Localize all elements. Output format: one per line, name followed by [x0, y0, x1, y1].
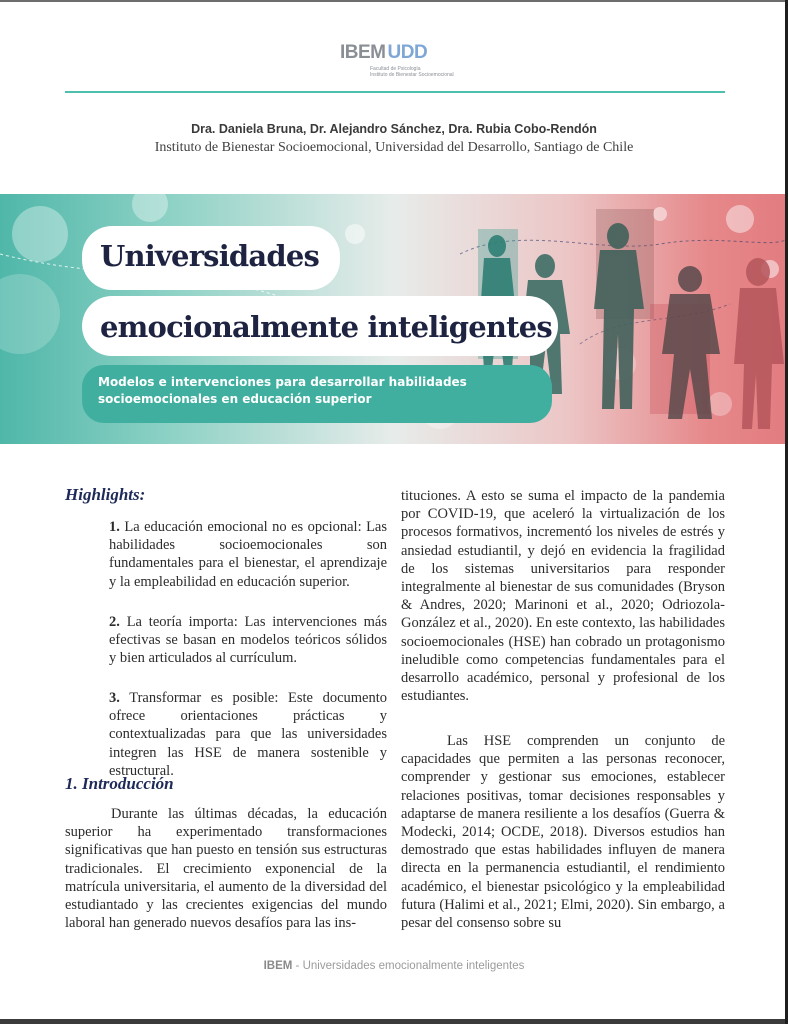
footer-text: - Universidades emocionalmente inteligentes	[292, 960, 525, 972]
document-title-line1: Universidades	[100, 239, 320, 273]
logo-ibem-text: IBEM	[340, 42, 386, 63]
logo-sub-line2: Instituto de Bienestar Socioemocional	[370, 72, 454, 78]
header-divider	[65, 91, 725, 93]
highlight-text: La teoría importa: Las intervenciones más efectivas se basan en modelos teóricos sólidos y bien articulados al currículum.	[109, 614, 387, 667]
document-title-line2: emocionalmente inteligentes	[100, 310, 552, 344]
highlight-item-2	[109, 613, 387, 668]
highlight-number: 3.	[109, 690, 120, 706]
logo-sub-line1: Facultad de Psicología	[370, 66, 421, 72]
document-subtitle: Modelos e intervenciones para desarrollar habilidades socioemocionales en educación superior	[98, 375, 467, 406]
logo-subtitle	[370, 66, 460, 78]
right-paragraph-2: Las HSE comprenden un conjunto de capacidades que permiten a las personas reconocer, comprender y gestionar sus emociones, establecer relaciones positivas, tomar decisiones responsables y adaptarse de manera resiliente a los desafíos (Guerra & Modecki, 2014; OCDE, 2018). Diversos estudios han demostrado que estas habilidades influyen de manera directa en la permanencia estudiantil, el rendimiento académico, el bienestar psicológico y la empleabilidad futura (Halimi et al., 2021; Elmi, 2020). Sin embargo, a pesar del consenso sobre su	[401, 733, 725, 932]
authors-line: Dra. Daniela Bruna, Dr. Alejandro Sánchez, Dra. Rubia Cobo-Rendón	[191, 122, 597, 136]
ibem-udd-logo	[340, 42, 460, 84]
highlight-item-3	[109, 689, 387, 780]
bottom-border	[0, 1019, 788, 1024]
highlights-heading: Highlights:	[65, 485, 146, 504]
footer-brand: IBEM	[263, 960, 293, 972]
highlight-number: 2.	[109, 614, 120, 630]
top-border	[0, 0, 788, 2]
introduction-heading: 1. Introducción	[65, 774, 174, 793]
intro-paragraph-1: Durante las últimas décadas, la educación superior ha experimentado transformaciones significativas que han puesto en tensión sus estructuras tradicionales. El crecimiento exponencial de la matrícula universitaria, el aumento de la diversidad del estudiantado y las crecientes exigencias del mundo laboral han generado nuevos desafíos para las ins-	[65, 806, 387, 932]
right-paragraph-1: tituciones. A esto se suma el impacto de la pandemia por COVID-19, que aceleró la virtualización de los procesos formativos, incrementó los niveles de estrés y ansiedad estudiantil, y dejó en evidencia la fragilidad de los sistemas universitarios para responder integralmente al bienestar de sus comunidades (Bryson & Andres, 2020; Marinoni et al., 2020; Odriozola-González et al., 2020). En este contexto, las habilidades socioemocionales (HSE) han cobrado un protagonismo ineludible como competencias fundamentales para el desarrollo académico, personal y profesional de los estudiantes.	[401, 488, 725, 705]
highlight-text: Transformar es posible: Este documento ofrece orientaciones prácticas y contextualizadas para que las universidades integren las HSE de manera sostenible y estructural.	[109, 690, 388, 779]
page-footer	[0, 960, 788, 972]
highlight-number: 1.	[109, 519, 120, 535]
affiliation-line: Instituto de Bienestar Socioemocional, Universidad del Desarrollo, Santiago de Chile	[154, 140, 634, 155]
logo-udd-text: UDD	[387, 42, 428, 63]
highlight-item-1	[109, 518, 387, 591]
highlight-text: La educación emocional no es opcional: Las habilidades socioemocionales son fundamentales para el bienestar, el aprendizaje y la empleabilidad en educación superior.	[109, 519, 388, 590]
